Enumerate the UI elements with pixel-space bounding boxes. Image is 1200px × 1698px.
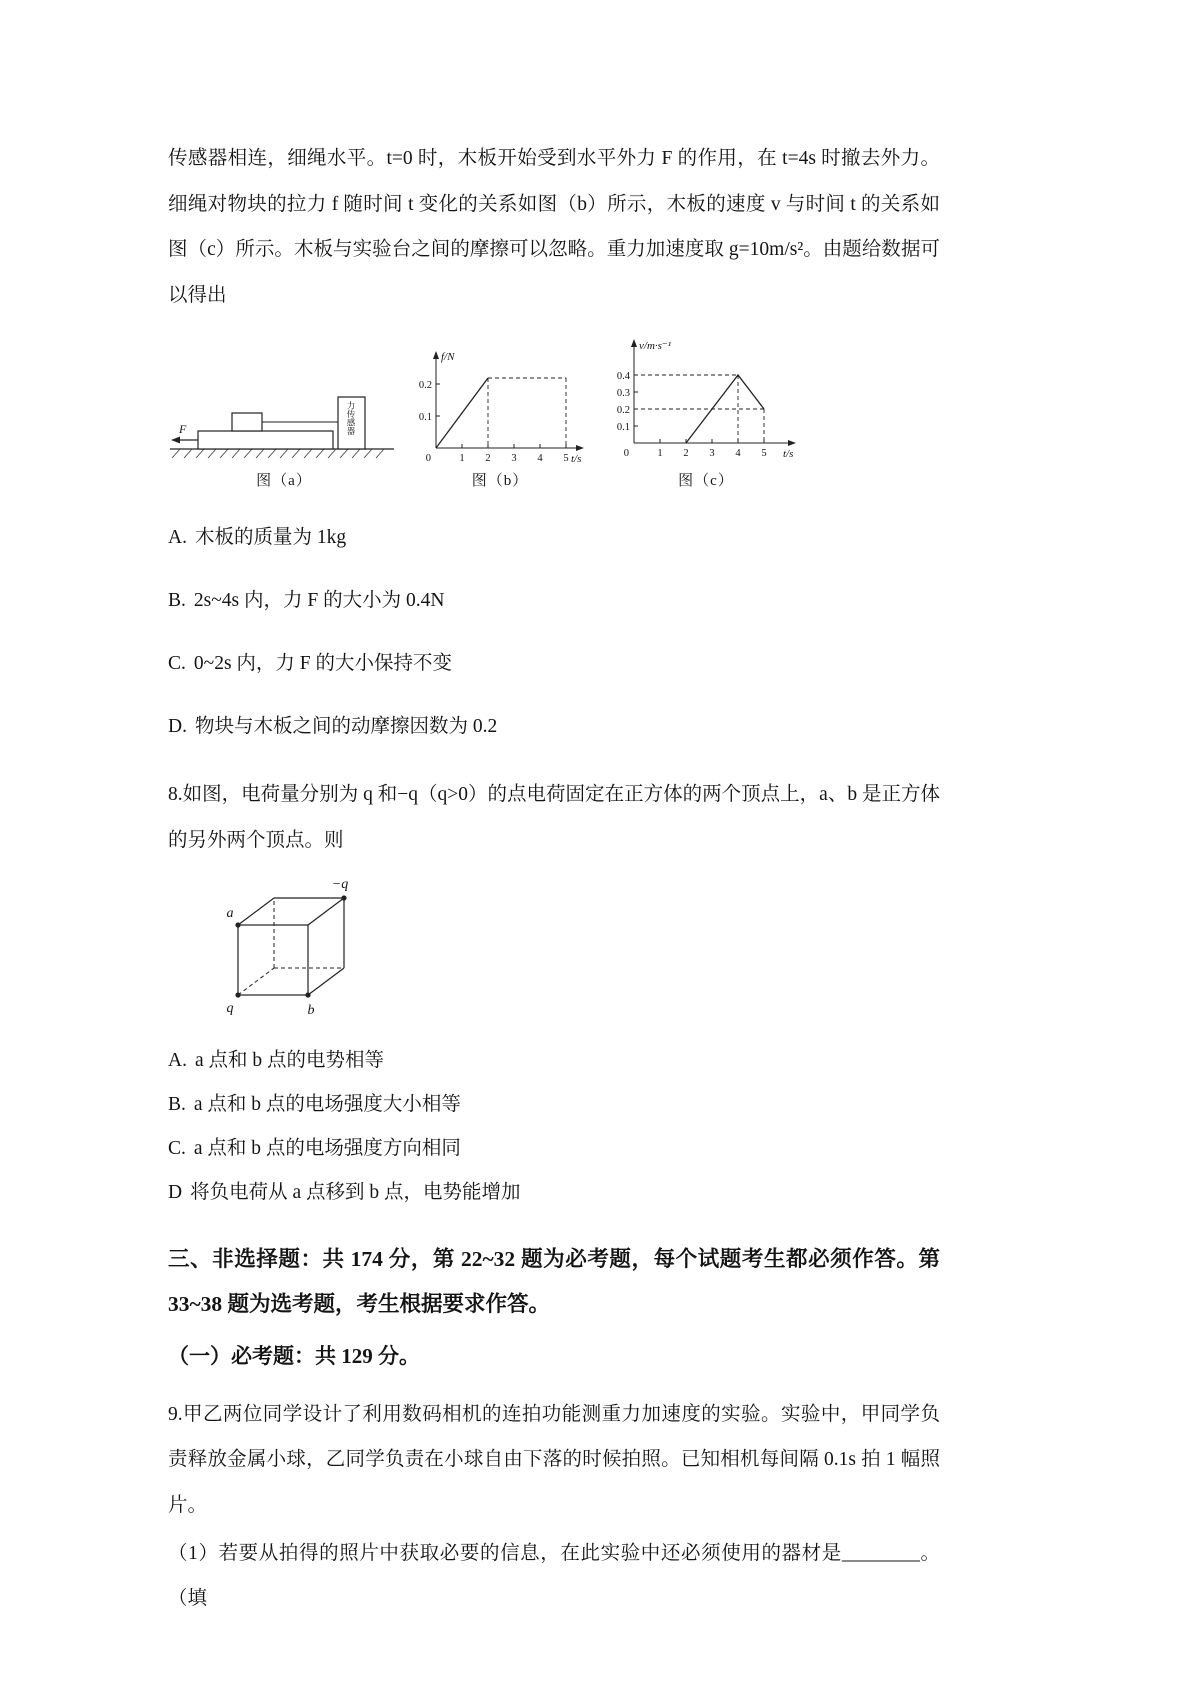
x-axis-label: t/s bbox=[571, 452, 582, 465]
q9-intro: 9.甲乙两位同学设计了利用数码相机的连拍功能测重力加速度的实验。实验中，甲同学负责释放金属小球，乙同学负责在小球自由下落的时候拍照。已知相机每间隔 0.1s 拍 1 幅照片。 bbox=[168, 1403, 940, 1516]
block bbox=[232, 413, 262, 431]
x-tick-3: 3 bbox=[511, 452, 517, 464]
y-axis-arrow bbox=[433, 351, 439, 359]
y-axis-label: v/m·s⁻¹ bbox=[639, 339, 672, 352]
y-tick-0.4: 0.4 bbox=[616, 370, 630, 382]
x-tick-2: 2 bbox=[683, 447, 689, 459]
q7-figures-row bbox=[168, 333, 940, 490]
wood-board bbox=[198, 431, 333, 449]
q8-option-b bbox=[168, 1087, 940, 1122]
x-tick-1: 1 bbox=[459, 452, 465, 464]
apparatus-diagram bbox=[168, 361, 400, 467]
origin-label: 0 bbox=[425, 452, 431, 464]
label-q: q bbox=[226, 1001, 234, 1017]
q7-intro-paragraph: 传感器相连，细绳水平。t=0 时，木板开始受到水平外力 F 的作用，在 t=4s 时撤去外力。细绳对物块的拉力 f 随时间 t 变化的关系如图（b）所示，木板的速度 v 与时间 t 的关系如图（c）所示。木板与实验台之间的摩擦可以忽略。重力加速度取 g=10m/s²。由题给数据可以得出 bbox=[168, 148, 940, 306]
vertex-b-dot bbox=[305, 993, 310, 998]
option-text: 木板的质量为 1kg bbox=[194, 526, 347, 548]
label-a: a bbox=[226, 906, 234, 922]
y-tick-0.1: 0.1 bbox=[418, 411, 432, 423]
option-text: a 点和 b 点的电场强度方向相同 bbox=[193, 1138, 461, 1160]
q7-option-b bbox=[168, 583, 940, 618]
q7-option-d bbox=[168, 709, 940, 744]
vt-graph bbox=[600, 333, 812, 467]
x-tick-4: 4 bbox=[735, 447, 741, 459]
ft-graph bbox=[406, 343, 594, 467]
x-tick-5: 5 bbox=[761, 447, 767, 459]
option-label: A. bbox=[168, 526, 187, 548]
option-label: D. bbox=[168, 715, 187, 737]
y-tick-0.1: 0.1 bbox=[616, 421, 630, 433]
vertex-negq-dot bbox=[341, 896, 346, 901]
option-label: D bbox=[168, 1182, 183, 1204]
q7-options bbox=[168, 520, 940, 744]
q7-option-a bbox=[168, 520, 940, 555]
option-text: 将负电荷从 a 点移到 b 点，电势能增加 bbox=[190, 1182, 521, 1204]
figure-cube bbox=[190, 871, 376, 1029]
vertex-a-dot bbox=[235, 923, 240, 928]
figure-a-caption: 图（a） bbox=[256, 472, 312, 489]
figure-c-vt-graph bbox=[600, 333, 812, 490]
q8-option-a bbox=[168, 1043, 940, 1078]
option-label: C. bbox=[168, 1138, 186, 1160]
x-axis-arrow bbox=[576, 445, 584, 451]
y-axis-arrow bbox=[631, 339, 637, 347]
label-negq: −q bbox=[331, 877, 349, 893]
option-text: 0~2s 内，力 F 的大小保持不变 bbox=[193, 652, 452, 674]
y-axis-label: f/N bbox=[441, 350, 455, 363]
x-tick-5: 5 bbox=[563, 452, 569, 464]
f-rising-line bbox=[436, 378, 488, 448]
option-text: 2s~4s 内，力 F 的大小为 0.4N bbox=[193, 589, 445, 611]
figure-c-caption: 图（c） bbox=[678, 472, 734, 489]
q9-block bbox=[168, 1392, 940, 1622]
q8-options bbox=[168, 1043, 940, 1210]
ground-hatching bbox=[172, 449, 384, 458]
q9-part1: （1）若要从拍得的照片中获取必要的信息，在此实验中还必须使用的器材是________。（填 bbox=[168, 1542, 940, 1610]
visible-edges bbox=[238, 898, 344, 995]
option-label: C. bbox=[168, 652, 186, 674]
origin-label: 0 bbox=[623, 447, 629, 459]
label-b: b bbox=[307, 1003, 315, 1019]
option-text: 物块与木板之间的动摩擦因数为 0.2 bbox=[194, 715, 498, 737]
figure-b-caption: 图（b） bbox=[471, 472, 529, 489]
q8-option-d bbox=[168, 1175, 940, 1210]
option-label: B. bbox=[168, 589, 186, 611]
y-tick-0.2: 0.2 bbox=[616, 404, 630, 416]
figure-b-ft-graph bbox=[406, 343, 594, 490]
force-arrow-head bbox=[171, 436, 180, 443]
option-label: A. bbox=[168, 1050, 187, 1072]
x-tick-1: 1 bbox=[657, 447, 663, 459]
x-tick-4: 4 bbox=[537, 452, 543, 464]
q8-stem: 8.如图，电荷量分别为 q 和−q（q>0）的点电荷固定在正方体的两个顶点上，a、b 是正方体的另外两个顶点。则 bbox=[168, 783, 940, 851]
x-tick-3: 3 bbox=[709, 447, 715, 459]
cube-diagram bbox=[190, 871, 376, 1029]
q8-option-c bbox=[168, 1131, 940, 1166]
force-label: F bbox=[179, 421, 187, 436]
vertex-q-dot bbox=[235, 993, 240, 998]
section3-header: 三、非选择题：共 174 分，第 22~32 题为必考题，每个试题考生都必须作答。第 33~38 题为选考题，考生根据要求作答。 bbox=[168, 1246, 940, 1317]
y-tick-0.3: 0.3 bbox=[616, 387, 630, 399]
x-tick-2: 2 bbox=[485, 452, 491, 464]
y-tick-0.2: 0.2 bbox=[418, 379, 432, 391]
section3-subheader: （一）必考题：共 129 分。 bbox=[168, 1343, 420, 1368]
x-axis-arrow bbox=[788, 440, 796, 446]
option-text: a 点和 b 点的电场强度大小相等 bbox=[193, 1094, 461, 1116]
force-sensor-label: 力传感器 bbox=[346, 400, 356, 435]
option-text: a 点和 b 点的电势相等 bbox=[194, 1050, 384, 1072]
option-label: B. bbox=[168, 1094, 186, 1116]
figure-a-apparatus bbox=[168, 361, 400, 490]
q7-option-c bbox=[168, 646, 940, 681]
x-axis-label: t/s bbox=[783, 447, 794, 460]
